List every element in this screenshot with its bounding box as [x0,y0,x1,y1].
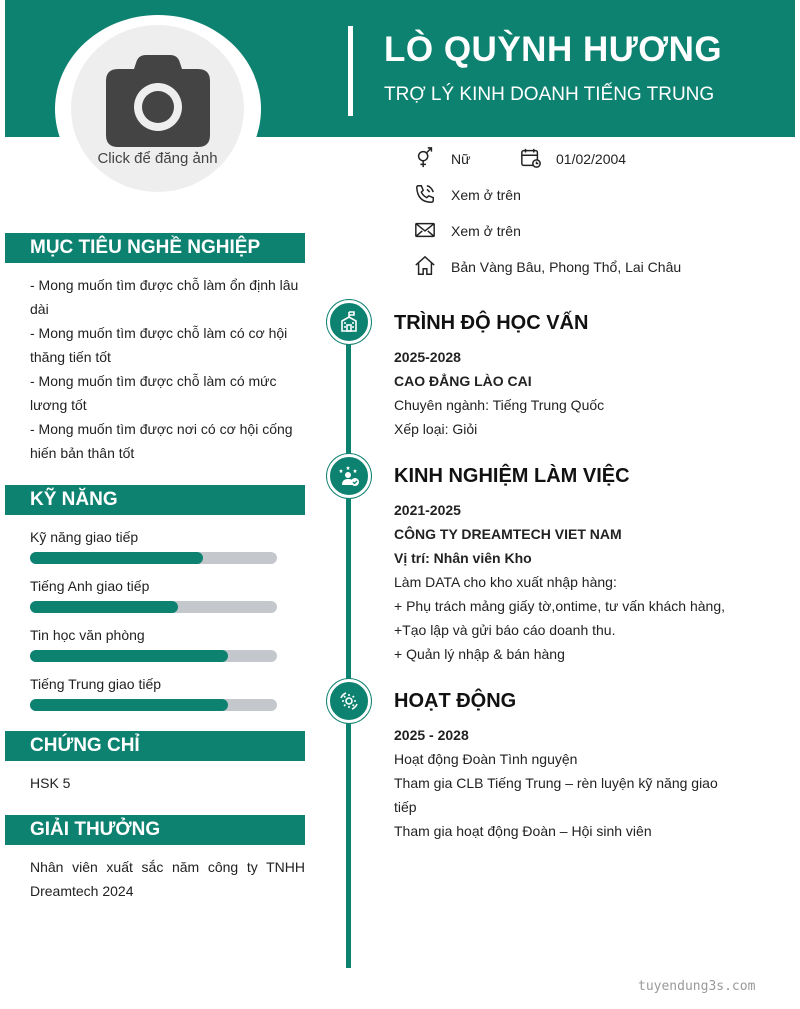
awards-heading: GIẢI THƯỞNG [5,815,305,845]
gender-icon [414,147,436,169]
certificates-heading: CHỨNG CHỈ [5,731,305,761]
email-icon [414,219,436,241]
activity-line: Hoạt động Đoàn Tình nguyện [394,751,578,767]
skill-bar-fill [30,650,228,662]
education-heading: TRÌNH ĐỘ HỌC VẤN [394,312,589,334]
award-line: Dreamtech 2024 [30,883,134,899]
education-grade: Xếp loại: Giỏi [394,421,478,437]
skill-bar [30,552,277,564]
timeline-line [346,316,351,968]
email-value: Xem ở trên [451,223,521,239]
photo-upload-label[interactable]: Click để đăng ảnh [97,150,218,167]
education-period: 2025-2028 [394,349,461,365]
employee-star-icon [337,464,361,488]
gender-value: Nữ [451,151,471,167]
objective-heading: MỤC TIÊU NGHỀ NGHIỆP [5,233,305,263]
skill-bar-fill [30,552,203,564]
home-icon [414,255,436,277]
experience-line: +Tạo lập và gửi báo cáo doanh thu. [394,622,616,638]
gears-icon [337,689,361,713]
objective-line: thăng tiến tốt [30,349,111,365]
objective-line: hiến bản thân tốt [30,445,135,461]
objective-body [30,273,305,465]
experience-line: + Quản lý nhập & bán hàng [394,646,565,662]
activities-marker [327,679,371,723]
education-marker [327,300,371,344]
skill-bar [30,601,277,613]
activities-heading: HOẠT ĐỘNG [394,690,517,712]
experience-period: 2021-2025 [394,502,461,518]
birthdate-value: 01/02/2004 [556,151,627,167]
experience-line: + Phụ trách mảng giấy tờ,ontime, tư vấn khách hàng, [394,598,726,614]
activity-line: tiếp [394,799,417,815]
watermark: tuyendung3s.com [638,979,756,994]
education-school: CAO ĐẲNG LÀO CAI [394,373,532,389]
skill-label: Tiếng Trung giao tiếp [30,676,162,692]
award-line: Nhân viên xuất sắc năm công ty TNHH [30,859,305,875]
experience-line: Làm DATA cho kho xuất nhập hàng: [394,574,617,590]
school-icon [337,310,361,334]
skill-label: Tiếng Anh giao tiếp [30,578,150,594]
skill-label: Tin học văn phòng [30,627,145,643]
experience-position: Vị trí: Nhân viên Kho [394,550,532,566]
objective-line: lương tốt [30,397,87,413]
experience-heading: KINH NGHIỆM LÀM VIỆC [394,465,630,487]
experience-company: CÔNG TY DREAMTECH VIET NAM [394,526,622,542]
skill-bar-fill [30,601,178,613]
awards-body [30,855,305,903]
activity-line: Tham gia CLB Tiếng Trung – rèn luyện kỹ năng giao [394,775,718,791]
skill-bar-fill [30,699,228,711]
activity-line: Tham gia hoạt động Đoàn – Hội sinh viên [394,823,652,839]
objective-line: - Mong muốn tìm được chỗ làm ổn định lâu [30,277,299,293]
skill-bar [30,699,277,711]
address-value: Bản Vàng Bâu, Phong Thổ, Lai Châu [451,259,682,275]
education-major: Chuyên ngành: Tiếng Trung Quốc [394,397,605,413]
candidate-name: LÒ QUỲNH HƯƠNG [384,30,723,69]
phone-icon [414,183,436,205]
objective-line: - Mong muốn tìm được nơi có cơ hội cống [30,421,293,437]
skills-heading: KỸ NĂNG [5,485,305,515]
objective-line: dài [30,301,49,317]
certificate-item: HSK 5 [30,775,71,791]
objective-line: - Mong muốn tìm được chỗ làm có cơ hội [30,325,288,341]
phone-value: Xem ở trên [451,187,521,203]
job-title: TRỢ LÝ KINH DOANH TIẾNG TRUNG [384,84,715,105]
camera-icon[interactable] [106,55,210,147]
objective-line: - Mong muốn tìm được chỗ làm có mức [30,373,277,389]
name-divider [348,26,353,116]
skill-bar [30,650,277,662]
calendar-icon [520,147,542,169]
skill-label: Kỹ năng giao tiếp [30,529,139,545]
experience-marker [327,454,371,498]
activities-period: 2025 - 2028 [394,727,469,743]
